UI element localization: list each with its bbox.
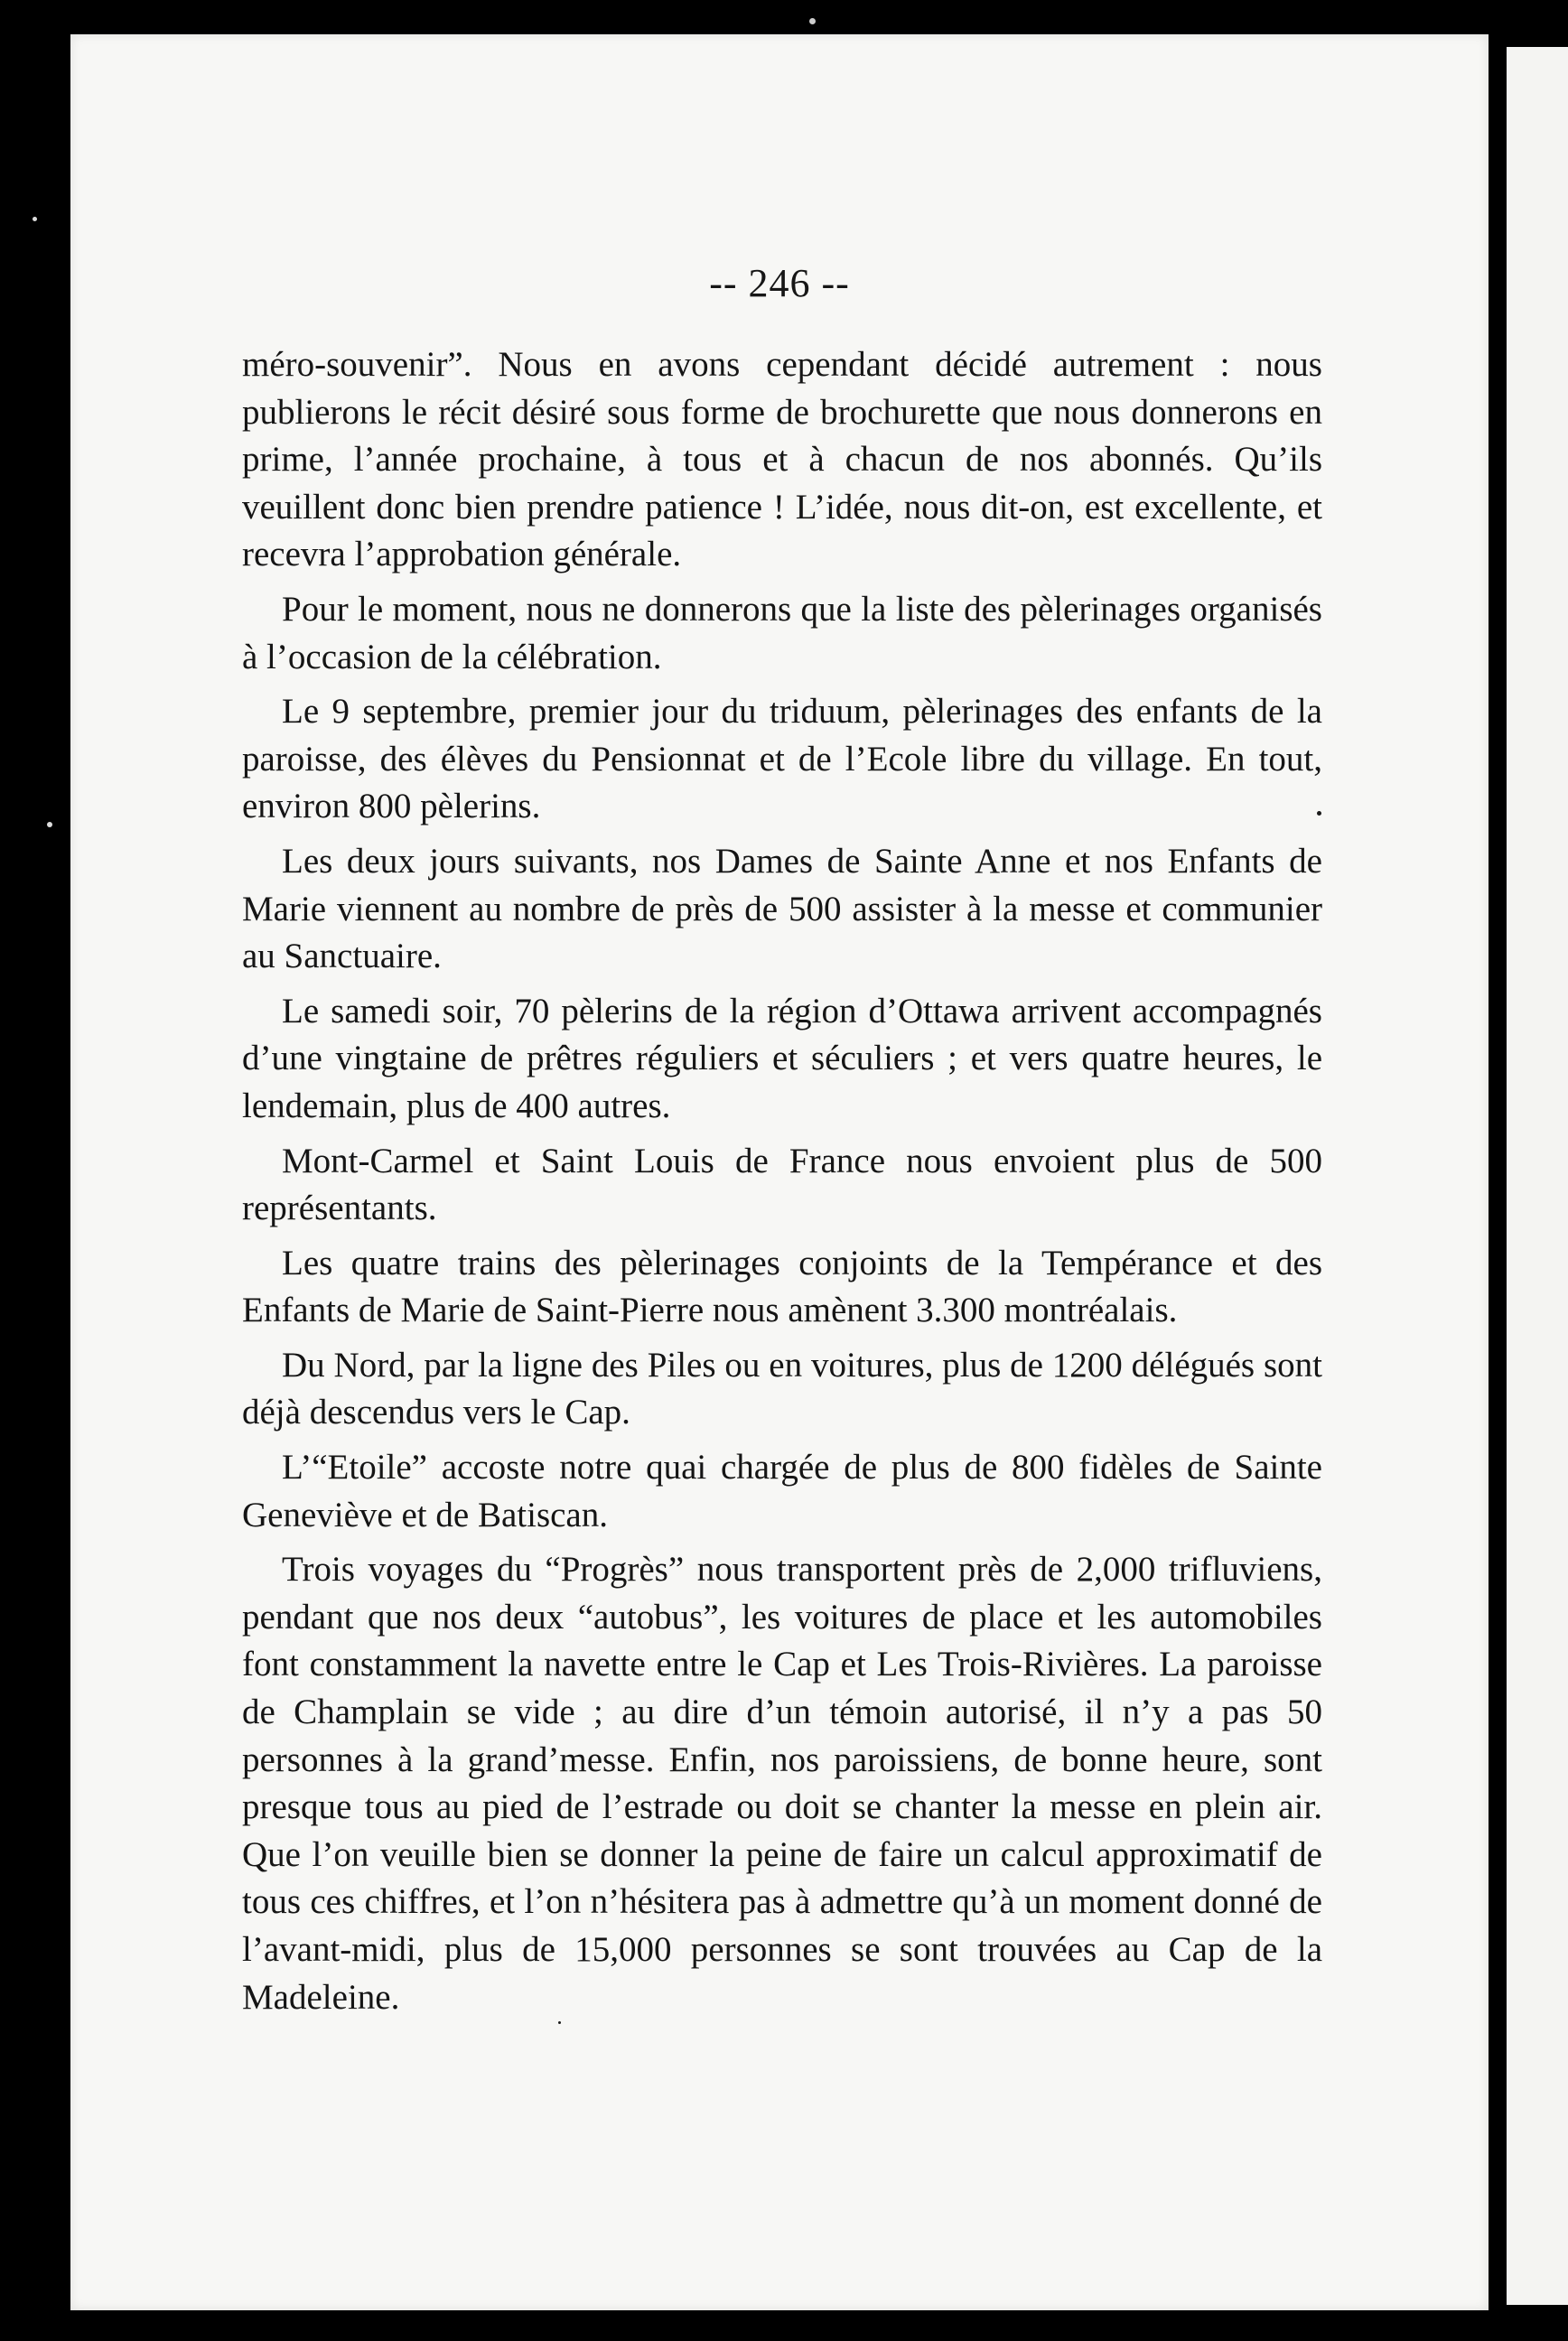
scan-speck	[33, 217, 37, 221]
paragraph: Trois voyages du “Progrès” nous transportent près de 2,000 trifluviens, pendant que nos deux “autobus”, les voitures de place et les automobiles font constamment la navette entre le Cap et Les Trois-Rivières. La paroisse de Champlain se vide ; au dire d’un témoin autorisé, il n’y a pas 50 personnes à la grand’messe. Enfin, nos paroissiens, de bonne heure, sont presque tous au pied de l’estrade ou doit se chanter la messe en plein air. Que l’on veuille bien se donner la peine de faire un calcul approximatif de tous ces chiffres, et l’on n’hésitera pas à admettre qu’à un moment donné de l’avant-midi, plus de 15,000 personnes se sont trouvées au Cap de la Madeleine.	[242, 1550, 1322, 2017]
book-page	[70, 34, 1489, 2310]
paragraph: Le 9 septembre, premier jour du triduum, pèlerinages des enfants de la paroisse, des élèves du Pensionnat et de l’Ecole libre du village. En tout, environ 800 pèlerins.	[242, 692, 1322, 826]
paragraph: Le samedi soir, 70 pèlerins de la région d’Ottawa arrivent accompagnés d’une vingtaine de prêtres réguliers et séculiers ; et vers quatre heures, le lendemain, plus de 400 autres.	[242, 991, 1322, 1125]
body-text	[242, 341, 1322, 2029]
paragraph: Du Nord, par la ligne des Piles ou en voitures, plus de 1200 délégués sont déjà descendus vers le Cap.	[242, 1345, 1322, 1432]
paragraph: Les quatre trains des pèlerinages conjoints de la Tempérance et des Enfants de Marie de Saint-Pierre nous amènent 3.300 montréalais.	[242, 1243, 1322, 1330]
paragraph: L’“Etoile” accoste notre quai chargée de plus de 800 fidèles de Sainte Geneviève et de Batiscan.	[242, 1448, 1322, 1534]
scan-speck	[809, 18, 816, 24]
adjacent-page-edge	[1507, 47, 1568, 2305]
page-number-header: -- 246 --	[709, 261, 850, 305]
scan-speck	[558, 2021, 561, 2024]
paragraph: Mont-Carmel et Saint Louis de France nous envoient plus de 500 représentants.	[242, 1141, 1322, 1228]
paragraph: Pour le moment, nous ne donnerons que la liste des pèlerinages organisés à l’occasion de la célébration.	[242, 589, 1322, 676]
paragraph: méro-souvenir”. Nous en avons cependant décidé autrement : nous publierons le récit désiré sous forme de brochurette que nous donnerons en prime, l’année prochaine, à tous et à chacun de nos abonnés. Qu’ils veuillent donc bien prendre patience ! L’idée, nous dit-on, est excellente, et recevra l’approbation générale.	[242, 345, 1322, 574]
scan-speck	[1317, 811, 1321, 816]
paragraph: Les deux jours suivants, nos Dames de Sainte Anne et nos Enfants de Marie viennent au nombre de près de 500 assister à la messe et communier au Sanctuaire.	[242, 841, 1322, 976]
scan-speck	[47, 822, 52, 827]
